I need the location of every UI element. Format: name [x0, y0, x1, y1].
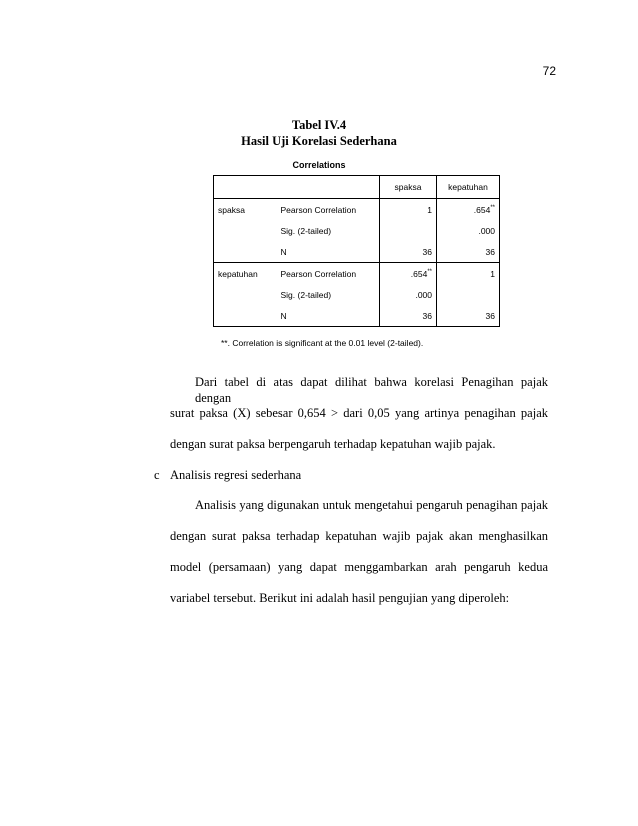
table-cell: .654** [380, 263, 437, 285]
paragraph-line: variabel tersebut. Berikut ini adalah hasil pengujian yang diperoleh: [170, 591, 510, 605]
paragraph-line: surat paksa (X) sebesar 0,654 > dari 0,05 yang artinya penagihan pajak [170, 406, 548, 420]
table-cell [380, 220, 437, 241]
column-header: spaksa [380, 176, 437, 199]
stat-label: N [277, 241, 380, 263]
table-cell: 1 [437, 263, 500, 285]
list-marker: c [154, 468, 160, 482]
table-cell: .000 [437, 220, 500, 241]
stat-label: Sig. (2-tailed) [280, 225, 332, 236]
table-row [214, 263, 500, 285]
table-cell: 36 [380, 305, 437, 327]
table-row [214, 241, 500, 263]
table-row [214, 305, 500, 327]
table-cell: 36 [437, 241, 500, 263]
stat-label: Pearson Correlation [280, 268, 357, 279]
column-header: kepatuhan [437, 176, 500, 199]
table-row [214, 284, 500, 305]
paragraph-line: dengan surat paksa terhadap kepatuhan wajib pajak akan menghasilkan [170, 529, 548, 543]
table-title: Tabel IV.4 [291, 118, 347, 132]
table-cell: 36 [437, 305, 500, 327]
correlations-table [213, 175, 500, 327]
row-variable-label: kepatuhan [214, 263, 277, 285]
table-row [214, 199, 500, 221]
table-footnote: **. Correlation is significant at the 0.01 level (2-tailed). [221, 338, 424, 348]
header-corner [214, 176, 380, 199]
stat-label: Sig. (2-tailed) [280, 289, 332, 300]
table-subtitle: Hasil Uji Korelasi Sederhana [241, 134, 397, 148]
table-cell: 1 [380, 199, 437, 221]
stat-label: N [277, 305, 380, 327]
table-cell [437, 284, 500, 305]
section-heading: Analisis regresi sederhana [170, 468, 302, 482]
stat-label: Pearson Correlation [280, 204, 357, 215]
table-caption: Correlations [292, 160, 346, 170]
paragraph-line: model (persamaan) yang dapat menggambarkan arah pengaruh kedua [170, 560, 548, 574]
table-row [214, 220, 500, 241]
paragraph-line: Dari tabel di atas dapat dilihat bahwa korelasi Penagihan pajak dengan [195, 375, 548, 405]
table-cell: 36 [380, 241, 437, 263]
paragraph-line: Analisis yang digunakan untuk mengetahui pengaruh penagihan pajak [195, 498, 548, 512]
table-cell: .000 [380, 284, 437, 305]
table-header-row [214, 176, 500, 199]
page-number: 72 [542, 64, 556, 78]
table-cell: .654** [437, 199, 500, 221]
paragraph-line: dengan surat paksa berpengaruh terhadap kepatuhan wajib pajak. [170, 437, 496, 451]
row-variable-label: spaksa [214, 199, 277, 221]
